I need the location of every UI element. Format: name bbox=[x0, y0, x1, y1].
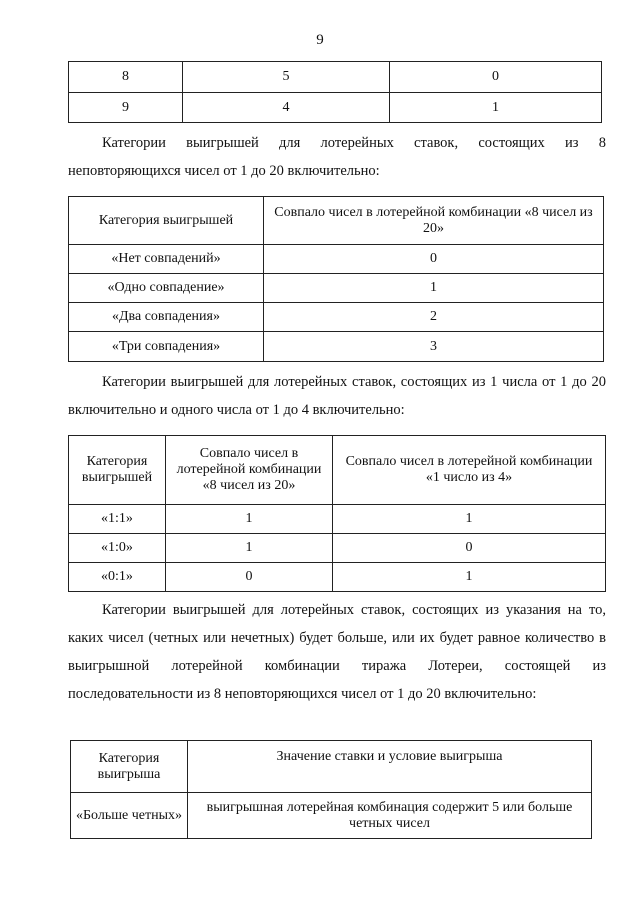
table-row bbox=[71, 793, 592, 839]
table-cell: «1:0» bbox=[69, 534, 166, 563]
table-cell: «Одно совпадение» bbox=[69, 274, 264, 303]
table-8-of-20 bbox=[68, 196, 604, 362]
table-cell: 1 bbox=[166, 534, 333, 563]
table-cell: «Три совпадения» bbox=[69, 332, 264, 362]
table-row bbox=[69, 274, 604, 303]
table-cell: 3 bbox=[264, 332, 604, 362]
header-cell: Категория выигрышей bbox=[69, 197, 264, 245]
table-even-odd bbox=[70, 740, 592, 839]
header-cell: Совпало чисел в лотерейной комбинации «1 число из 4» bbox=[333, 436, 606, 505]
table-header-row bbox=[69, 436, 606, 505]
table-row bbox=[69, 62, 602, 93]
header-cell: Совпало чисел в лотерейной комбинации «8 чисел из 20» bbox=[166, 436, 333, 505]
table-row bbox=[69, 534, 606, 563]
table-row bbox=[69, 93, 602, 123]
table-continuation bbox=[68, 61, 602, 123]
header-cell: Совпало чисел в лотерейной комбинации «8 чисел из 20» bbox=[264, 197, 604, 245]
paragraph-8-of-20 bbox=[68, 129, 606, 185]
table-row bbox=[69, 332, 604, 362]
table-cell: 4 bbox=[183, 93, 390, 123]
table-cell: 1 bbox=[264, 274, 604, 303]
table-row bbox=[69, 505, 606, 534]
table-cell: 5 bbox=[183, 62, 390, 93]
table-cell: «Нет совпадений» bbox=[69, 245, 264, 274]
table-cell: «1:1» bbox=[69, 505, 166, 534]
table-row bbox=[69, 303, 604, 332]
table-cell: 1 bbox=[333, 563, 606, 592]
table-cell: «Два совпадения» bbox=[69, 303, 264, 332]
table-1-of-20-1-of-4 bbox=[68, 435, 606, 592]
page-number: 9 bbox=[316, 32, 324, 48]
table-cell: 1 bbox=[390, 93, 602, 123]
table-row bbox=[69, 245, 604, 274]
table-cell: 1 bbox=[166, 505, 333, 534]
paragraph-1-of-20-1-of-4 bbox=[68, 368, 606, 424]
paragraph-text: Категории выигрышей для лотерейных ставок, состоящих из 1 числа от 1 до 20 включительно и одного числа от 1 до 4 включительно: bbox=[68, 374, 606, 418]
paragraph-text: Категории выигрышей для лотерейных ставок, состоящих из указания на то, каких чисел (четных или нечетных) будет больше, или их будет равное количество в выигрышной лотерейной комбинации тиража Лотереи, состоящей из последовательности из 8 неповторяющихся чисел от 1 до 20 включительно: bbox=[68, 602, 606, 702]
table-row bbox=[69, 563, 606, 592]
header-cell: Категория выигрыша bbox=[71, 741, 188, 793]
table-cell: 1 bbox=[333, 505, 606, 534]
table-header-row bbox=[69, 197, 604, 245]
table-cell: 0 bbox=[264, 245, 604, 274]
table-cell: 0 bbox=[333, 534, 606, 563]
table-cell: 9 bbox=[69, 93, 183, 123]
table-cell: 0 bbox=[166, 563, 333, 592]
table-cell: «Больше четных» bbox=[71, 793, 188, 839]
table-cell: выигрышная лотерейная комбинация содержит 5 или больше четных чисел bbox=[188, 793, 592, 839]
paragraph-even-odd bbox=[68, 596, 606, 708]
table-header-row bbox=[71, 741, 592, 793]
table-cell: 0 bbox=[390, 62, 602, 93]
table-cell: 8 bbox=[69, 62, 183, 93]
header-cell: Категория выигрышей bbox=[69, 436, 166, 505]
table-cell: «0:1» bbox=[69, 563, 166, 592]
table-cell: 2 bbox=[264, 303, 604, 332]
paragraph-text: Категории выигрышей для лотерейных ставок, состоящих из 8 неповторяющихся чисел от 1 до 20 включительно: bbox=[68, 135, 606, 179]
header-cell: Значение ставки и условие выигрыша bbox=[188, 741, 592, 793]
